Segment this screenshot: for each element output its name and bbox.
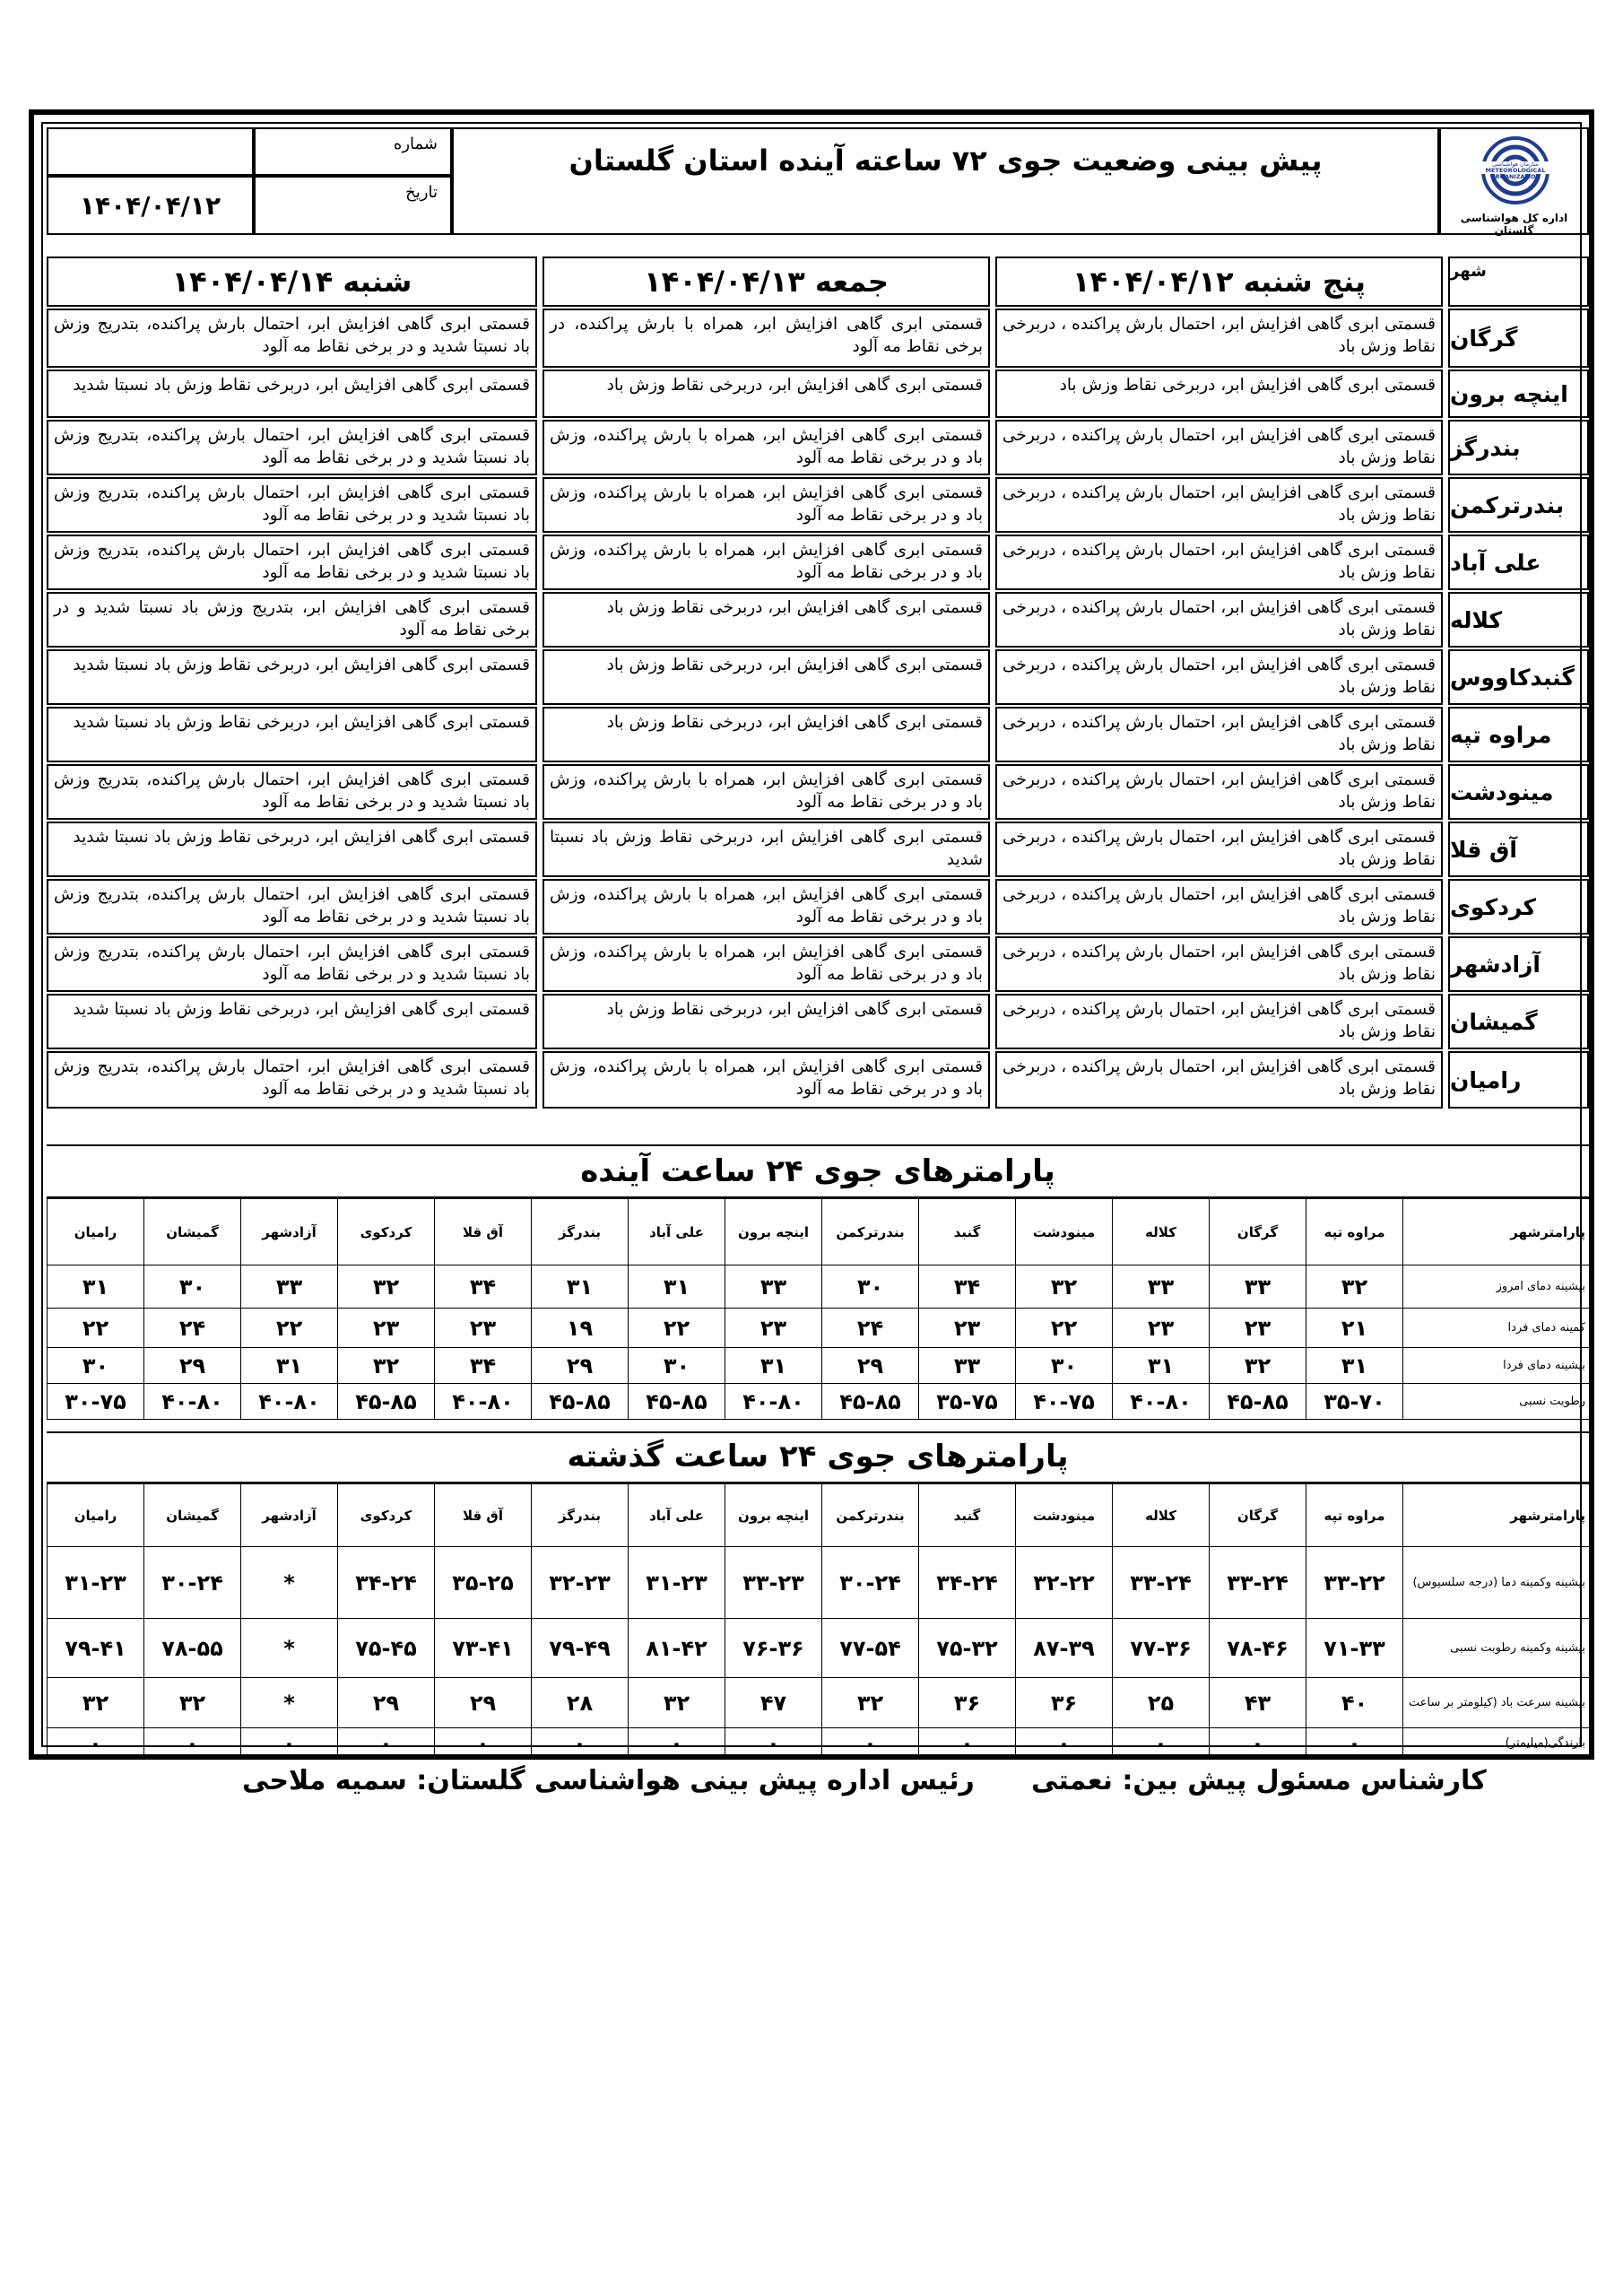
param-value: ۴۵-۸۵ bbox=[338, 1384, 435, 1420]
forecast-day1-text: قسمتی ابری گاهی افزایش ابر، دربرخی نقاط وزش باد bbox=[995, 370, 1443, 418]
past24-table bbox=[47, 1483, 1590, 1759]
number-value-cell bbox=[47, 127, 254, 176]
forecast-day2-text: قسمتی ابری گاهی افزایش ابر، همراه با بارش پراکنده، وزش باد و در برخی نقاط مه آلود bbox=[542, 420, 990, 475]
city-column-header: گنبد bbox=[919, 1484, 1016, 1547]
param-value: ۳۱ bbox=[629, 1265, 725, 1309]
table-row bbox=[48, 1728, 1590, 1759]
param-value: ۲۹ bbox=[435, 1678, 532, 1728]
param-value: ۳۴ bbox=[435, 1265, 532, 1309]
param-value: ۳۱-۲۳ bbox=[48, 1547, 144, 1619]
forecaster-signature: کارشناس مسئول پیش بین: نعمتی bbox=[1031, 1765, 1487, 1796]
city-column-header: اینچه برون bbox=[725, 1199, 822, 1265]
param-value: ۷۷-۳۶ bbox=[1113, 1619, 1210, 1678]
forecast-day1-text: قسمتی ابری گاهی افزایش ابر، احتمال بارش پراکنده ، دربرخی نقاط وزش باد bbox=[995, 477, 1443, 533]
forecast-day3-text: قسمتی ابری گاهی افزایش ابر، دربرخی نقاط وزش باد نسبتا شدید bbox=[47, 649, 537, 705]
param-value: ۲۳ bbox=[1113, 1309, 1210, 1348]
param-label: بیشینه وکمینه دما (درجه سلسیوس) bbox=[1403, 1547, 1590, 1619]
city-name: کلاله bbox=[1448, 592, 1589, 648]
param-value: ۰ bbox=[241, 1728, 338, 1759]
forecast-day2-text: قسمتی ابری گاهی افزایش ابر، دربرخی نقاط وزش باد bbox=[542, 649, 990, 705]
forecast-day1-text: قسمتی ابری گاهی افزایش ابر، احتمال بارش پراکنده ، دربرخی نقاط وزش باد bbox=[995, 936, 1443, 992]
param-value: ۴۵-۸۵ bbox=[1210, 1384, 1306, 1420]
param-value: ۰ bbox=[144, 1728, 241, 1759]
param-value: ۳۴-۲۴ bbox=[338, 1547, 435, 1619]
city-column-header: آق قلا bbox=[435, 1199, 532, 1265]
forecast-day3-text: قسمتی ابری گاهی افزایش ابر، احتمال بارش پراکنده، بتدریج وزش باد نسبتا شدید و در برخی نقاط مه آلود bbox=[47, 535, 537, 590]
next24-title-cell bbox=[47, 1144, 1589, 1198]
param-value: ۲۲ bbox=[241, 1309, 338, 1348]
param-value: ۳۲ bbox=[144, 1678, 241, 1728]
param-value: ۴۰-۸۰ bbox=[1113, 1384, 1210, 1420]
city-name: گنبدکاووس bbox=[1448, 649, 1589, 705]
logo-line-en2: ORGANIZATION bbox=[1490, 173, 1541, 180]
param-value: ۰ bbox=[725, 1728, 822, 1759]
param-value: ۳۱ bbox=[241, 1348, 338, 1384]
forecast-day1-text: قسمتی ابری گاهی افزایش ابر، احتمال بارش پراکنده ، دربرخی نقاط وزش باد bbox=[995, 707, 1443, 762]
city-name: مراوه تپه bbox=[1448, 707, 1589, 762]
param-value: ۳۳-۲۴ bbox=[1113, 1547, 1210, 1619]
forecast-day3-text: قسمتی ابری گاهی افزایش ابر، احتمال بارش پراکنده، بتدریج وزش باد نسبتا شدید و در برخی نقاط مه آلود bbox=[47, 879, 537, 935]
meteorology-emblem-icon bbox=[1466, 135, 1565, 206]
param-value: ۴۰-۸۰ bbox=[435, 1384, 532, 1420]
param-value: ۳۱ bbox=[532, 1265, 629, 1309]
city-column-header: رامیان bbox=[48, 1484, 144, 1547]
city-column-header: مراوه تپه bbox=[1306, 1199, 1403, 1265]
param-value: ۴۰-۸۰ bbox=[725, 1384, 822, 1420]
day-header-3 bbox=[47, 257, 537, 307]
param-value: ۳۵-۷۰ bbox=[1306, 1384, 1403, 1420]
forecast-day2-text: قسمتی ابری گاهی افزایش ابر، همراه با بارش پراکنده، وزش باد و در برخی نقاط مه آلود bbox=[542, 764, 990, 820]
date-value: ۱۴۰۴/۰۴/۱۲ bbox=[79, 190, 221, 221]
forecast-day2-text: قسمتی ابری گاهی افزایش ابر، همراه با بارش پراکنده، وزش باد و در برخی نقاط مه آلود bbox=[542, 879, 990, 935]
table-row bbox=[48, 1348, 1590, 1384]
param-value: ۴۵-۸۵ bbox=[822, 1384, 919, 1420]
param-value: ۰ bbox=[1306, 1728, 1403, 1759]
number-label: شماره bbox=[393, 135, 438, 153]
city-name: گرگان bbox=[1448, 309, 1589, 368]
city-column-header: اینچه برون bbox=[725, 1484, 822, 1547]
logo-caption: اداره کل هواشناسی گلستان bbox=[1460, 212, 1568, 237]
next24-table bbox=[47, 1198, 1590, 1420]
city-column-header: کلاله bbox=[1113, 1199, 1210, 1265]
param-value: ۳۵-۷۵ bbox=[919, 1384, 1016, 1420]
param-value: * bbox=[241, 1619, 338, 1678]
sheet-inner-frame bbox=[41, 122, 1585, 1756]
forecast-day1-text: قسمتی ابری گاهی افزایش ابر، احتمال بارش پراکنده ، دربرخی نقاط وزش باد bbox=[995, 535, 1443, 590]
day-3-label: شنبه ۱۴۰۴/۰۴/۱۴ bbox=[171, 265, 412, 299]
param-value: ۷۳-۴۱ bbox=[435, 1619, 532, 1678]
past24-title-cell bbox=[47, 1431, 1589, 1483]
param-value: ۲۹ bbox=[144, 1348, 241, 1384]
param-label: بیشینه سرعت باد (کیلومتر بر ساعت bbox=[1403, 1678, 1590, 1728]
param-label: بیشینه دمای فردا bbox=[1403, 1348, 1590, 1384]
param-value: ۲۹ bbox=[338, 1678, 435, 1728]
param-value: ۲۳ bbox=[338, 1309, 435, 1348]
forecast-day2-text: قسمتی ابری گاهی افزایش ابر، دربرخی نقاط وزش باد bbox=[542, 994, 990, 1049]
city-column-header: مینودشت bbox=[1016, 1484, 1113, 1547]
city-name: آزادشهر bbox=[1448, 936, 1589, 992]
param-value: ۳۰-۲۴ bbox=[144, 1547, 241, 1619]
param-value: ۲۲ bbox=[48, 1309, 144, 1348]
forecast-day1-text: قسمتی ابری گاهی افزایش ابر، احتمال بارش پراکنده ، دربرخی نقاط وزش باد bbox=[995, 764, 1443, 820]
param-value: ۳۵-۲۵ bbox=[435, 1547, 532, 1619]
forecast-day2-text: قسمتی ابری گاهی افزایش ابر، همراه با بارش پراکنده، وزش باد و در برخی نقاط مه آلود bbox=[542, 535, 990, 590]
param-value: ۳۲ bbox=[48, 1678, 144, 1728]
city-column-header: گرگان bbox=[1210, 1484, 1306, 1547]
past24-title: پارامترهای جوی ۲۴ ساعت گذشته bbox=[567, 1439, 1069, 1474]
param-value: ۳۳-۲۴ bbox=[1210, 1547, 1306, 1619]
param-value: ۰ bbox=[48, 1728, 144, 1759]
city-name: علی آباد bbox=[1448, 535, 1589, 590]
city-name: بندرترکمن bbox=[1448, 477, 1589, 533]
city-column-label: شهر bbox=[1450, 262, 1487, 281]
forecast-day2-text: قسمتی ابری گاهی افزایش ابر، دربرخی نقاط وزش باد نسبتا شدید bbox=[542, 822, 990, 877]
param-value: ۱۹ bbox=[532, 1309, 629, 1348]
city-column-header: علی آباد bbox=[629, 1484, 725, 1547]
city-column-header: کردکوی bbox=[338, 1484, 435, 1547]
forecast-day1-text: قسمتی ابری گاهی افزایش ابر، احتمال بارش پراکنده ، دربرخی نقاط وزش باد bbox=[995, 879, 1443, 935]
param-value: ۳۶ bbox=[1016, 1678, 1113, 1728]
city-column-header: آزادشهر bbox=[241, 1199, 338, 1265]
city-name: بندرگز bbox=[1448, 420, 1589, 475]
param-value: ۰ bbox=[532, 1728, 629, 1759]
param-value: ۳۰-۷۵ bbox=[48, 1384, 144, 1420]
param-value: ۲۳ bbox=[725, 1309, 822, 1348]
param-label: بیشینه وکمینه رطوبت نسبی bbox=[1403, 1619, 1590, 1678]
param-value: ۳۲ bbox=[1306, 1265, 1403, 1309]
table-row bbox=[48, 1619, 1590, 1678]
city-name: اینچه برون bbox=[1448, 370, 1589, 418]
city-column-header bbox=[1448, 257, 1589, 307]
param-value: ۳۲-۲۳ bbox=[532, 1547, 629, 1619]
city-name: گمیشان bbox=[1448, 994, 1589, 1049]
forecast-day3-text: قسمتی ابری گاهی افزایش ابر، دربرخی نقاط وزش باد نسبتا شدید bbox=[47, 370, 537, 418]
param-value: ۷۷-۵۴ bbox=[822, 1619, 919, 1678]
param-label: بیشینه دمای امروز bbox=[1403, 1265, 1590, 1309]
city-column-header: گنبد bbox=[919, 1199, 1016, 1265]
city-column-header: گمیشان bbox=[144, 1484, 241, 1547]
param-value: ۳۰ bbox=[48, 1348, 144, 1384]
forecast-day1-text: قسمتی ابری گاهی افزایش ابر، احتمال بارش پراکنده ، دربرخی نقاط وزش باد bbox=[995, 822, 1443, 877]
city-column-header: مراوه تپه bbox=[1306, 1484, 1403, 1547]
param-value: ۳۳ bbox=[725, 1265, 822, 1309]
param-value: ۳۴-۲۴ bbox=[919, 1547, 1016, 1619]
city-column-header: گمیشان bbox=[144, 1199, 241, 1265]
forecast-sheet bbox=[29, 109, 1594, 1760]
param-value: ۷۱-۳۳ bbox=[1306, 1619, 1403, 1678]
city-column-header: کردکوی bbox=[338, 1199, 435, 1265]
table-row bbox=[48, 1547, 1590, 1619]
param-value: ۳۱ bbox=[725, 1348, 822, 1384]
param-value: ۸۷-۳۹ bbox=[1016, 1619, 1113, 1678]
param-value: ۲۱ bbox=[1306, 1309, 1403, 1348]
param-value: ۳۱ bbox=[1113, 1348, 1210, 1384]
city-column-header: بندرگز bbox=[532, 1199, 629, 1265]
forecast-day1-text: قسمتی ابری گاهی افزایش ابر، احتمال بارش پراکنده ، دربرخی نقاط وزش باد bbox=[995, 309, 1443, 368]
param-value: ۷۹-۴۹ bbox=[532, 1619, 629, 1678]
number-label-cell bbox=[254, 127, 452, 176]
param-value: ۳۳ bbox=[1113, 1265, 1210, 1309]
param-value: ۴۰ bbox=[1306, 1678, 1403, 1728]
param-value: ۳۲ bbox=[1210, 1348, 1306, 1384]
param-label: کمینه دمای فردا bbox=[1403, 1309, 1590, 1348]
city-column-header: بندرگز bbox=[532, 1484, 629, 1547]
city-column-header: آق قلا bbox=[435, 1484, 532, 1547]
param-value: ۳۴ bbox=[919, 1265, 1016, 1309]
param-value: ۰ bbox=[1210, 1728, 1306, 1759]
param-value: ۳۰ bbox=[144, 1265, 241, 1309]
param-value: ۳۳ bbox=[1210, 1265, 1306, 1309]
meteorological-logo bbox=[1466, 135, 1565, 206]
param-value: ۴۵-۸۵ bbox=[532, 1384, 629, 1420]
param-value: ۳۱ bbox=[1306, 1348, 1403, 1384]
param-value: ۳۳-۲۲ bbox=[1306, 1547, 1403, 1619]
city-column-header: بندرترکمن bbox=[822, 1199, 919, 1265]
table-row bbox=[48, 1309, 1590, 1348]
city-column-header: کلاله bbox=[1113, 1484, 1210, 1547]
forecast-day3-text: قسمتی ابری گاهی افزایش ابر، احتمال بارش پراکنده، بتدریج وزش باد نسبتا شدید و در برخی نقاط مه آلود bbox=[47, 309, 537, 368]
forecast-day2-text: قسمتی ابری گاهی افزایش ابر، همراه با بارش پراکنده، وزش باد و در برخی نقاط مه آلود bbox=[542, 936, 990, 992]
param-value: ۳۲ bbox=[338, 1348, 435, 1384]
param-value: ۲۲ bbox=[1016, 1309, 1113, 1348]
forecast-day2-text: قسمتی ابری گاهی افزایش ابر، همراه با بارش پراکنده، وزش باد و در برخی نقاط مه آلود bbox=[542, 477, 990, 533]
param-value: ۴۷ bbox=[725, 1678, 822, 1728]
param-value: ۴۰-۸۰ bbox=[144, 1384, 241, 1420]
forecast-day1-text: قسمتی ابری گاهی افزایش ابر، احتمال بارش پراکنده ، دربرخی نقاط وزش باد bbox=[995, 592, 1443, 648]
city-name: کردکوی bbox=[1448, 879, 1589, 935]
param-value: ۰ bbox=[1016, 1728, 1113, 1759]
param-value: ۷۵-۳۲ bbox=[919, 1619, 1016, 1678]
param-value: ۰ bbox=[629, 1728, 725, 1759]
param-value: ۴۰-۷۵ bbox=[1016, 1384, 1113, 1420]
param-value: ۳۲ bbox=[822, 1678, 919, 1728]
param-value: ۲۳ bbox=[919, 1309, 1016, 1348]
param-value: * bbox=[241, 1547, 338, 1619]
logo-line-fa: سازمان هواشناسی bbox=[1492, 161, 1539, 168]
forecast-day1-text: قسمتی ابری گاهی افزایش ابر، احتمال بارش پراکنده ، دربرخی نقاط وزش باد bbox=[995, 994, 1443, 1049]
param-value: ۳۴ bbox=[435, 1348, 532, 1384]
param-value: ۳۲ bbox=[1016, 1265, 1113, 1309]
forecast-day3-text: قسمتی ابری گاهی افزایش ابر، دربرخی نقاط وزش باد نسبتا شدید bbox=[47, 822, 537, 877]
city-name: رامیان bbox=[1448, 1051, 1589, 1109]
title-cell bbox=[452, 127, 1439, 235]
city-column-header: رامیان bbox=[48, 1199, 144, 1265]
param-value: ۳۰ bbox=[822, 1265, 919, 1309]
forecast-day3-text: قسمتی ابری گاهی افزایش ابر، احتمال بارش پراکنده، بتدریج وزش باد نسبتا شدید و در برخی نقاط مه آلود bbox=[47, 420, 537, 475]
forecast-day3-text: قسمتی ابری گاهی افزایش ابر، دربرخی نقاط وزش باد نسبتا شدید bbox=[47, 707, 537, 762]
forecast-day2-text: قسمتی ابری گاهی افزایش ابر، همراه با بارش پراکنده، در برخی نقاط مه آلود bbox=[542, 309, 990, 368]
param-value: ۷۸-۴۶ bbox=[1210, 1619, 1306, 1678]
table-row bbox=[48, 1384, 1590, 1420]
param-value: ۳۲ bbox=[629, 1678, 725, 1728]
forecast-day2-text: قسمتی ابری گاهی افزایش ابر، دربرخی نقاط وزش باد bbox=[542, 592, 990, 648]
param-value: ۷۵-۴۵ bbox=[338, 1619, 435, 1678]
next24-title: پارامترهای جوی ۲۴ ساعت آینده bbox=[580, 1153, 1055, 1189]
param-value: ۳۱ bbox=[48, 1265, 144, 1309]
param-header: پارامترشهر bbox=[1403, 1199, 1590, 1265]
param-value: ۸۱-۴۲ bbox=[629, 1619, 725, 1678]
day-2-label: جمعه ۱۴۰۴/۰۴/۱۳ bbox=[644, 265, 889, 299]
city-name: مینودشت bbox=[1448, 764, 1589, 820]
forecast-day3-text: قسمتی ابری گاهی افزایش ابر، دربرخی نقاط وزش باد نسبتا شدید bbox=[47, 994, 537, 1049]
param-label: رطوبت نسبی bbox=[1403, 1384, 1590, 1420]
date-label: تاریخ bbox=[405, 183, 438, 202]
param-value: ۰ bbox=[919, 1728, 1016, 1759]
forecast-day1-text: قسمتی ابری گاهی افزایش ابر، احتمال بارش پراکنده ، دربرخی نقاط وزش باد bbox=[995, 420, 1443, 475]
param-value: ۲۹ bbox=[822, 1348, 919, 1384]
param-value: ۷۹-۴۱ bbox=[48, 1619, 144, 1678]
forecast-day1-text: قسمتی ابری گاهی افزایش ابر، احتمال بارش پراکنده ، دربرخی نقاط وزش باد bbox=[995, 649, 1443, 705]
day-header-2 bbox=[542, 257, 990, 307]
param-value: ۴۰-۸۰ bbox=[241, 1384, 338, 1420]
param-value: ۳۳-۲۳ bbox=[725, 1547, 822, 1619]
forecast-day3-text: قسمتی ابری گاهی افزایش ابر، احتمال بارش پراکنده، بتدریج وزش باد نسبتا شدید و در برخی نقاط مه آلود bbox=[47, 936, 537, 992]
logo-cell bbox=[1439, 127, 1589, 235]
param-value: ۳۲-۲۲ bbox=[1016, 1547, 1113, 1619]
param-value: ۲۲ bbox=[629, 1309, 725, 1348]
forecast-day3-text: قسمتی ابری گاهی افزایش ابر، احتمال بارش پراکنده، بتدریج وزش باد نسبتا شدید و در برخی نقاط مه آلود bbox=[47, 477, 537, 533]
forecast-day3-text: قسمتی ابری گاهی افزایش ابر، احتمال بارش پراکنده، بتدریج وزش باد نسبتا شدید و در برخی نقاط مه آلود bbox=[47, 1051, 537, 1109]
forecast-day3-text: قسمتی ابری گاهی افزایش ابر، بتدریج وزش باد نسبتا شدید و در برخی نقاط مه آلود bbox=[47, 592, 537, 648]
param-value: ۷۸-۵۵ bbox=[144, 1619, 241, 1678]
param-value: ۳۱-۲۳ bbox=[629, 1547, 725, 1619]
forecast-day1-text: قسمتی ابری گاهی افزایش ابر، احتمال بارش پراکنده ، دربرخی نقاط وزش باد bbox=[995, 1051, 1443, 1109]
forecast-day2-text: قسمتی ابری گاهی افزایش ابر، همراه با بارش پراکنده، وزش باد و در برخی نقاط مه آلود bbox=[542, 1051, 990, 1109]
param-value: ۲۸ bbox=[532, 1678, 629, 1728]
city-column-header: آزادشهر bbox=[241, 1484, 338, 1547]
head-signature: رئیس اداره پیش بینی هواشناسی گلستان: سمیه ملاحی bbox=[242, 1765, 975, 1796]
param-value: ۰ bbox=[822, 1728, 919, 1759]
param-value: ۰ bbox=[1113, 1728, 1210, 1759]
param-value: ۷۶-۳۶ bbox=[725, 1619, 822, 1678]
param-value: ۲۳ bbox=[435, 1309, 532, 1348]
day-header-1 bbox=[995, 257, 1443, 307]
date-label-cell bbox=[254, 176, 452, 235]
forecast-day3-text: قسمتی ابری گاهی افزایش ابر، احتمال بارش پراکنده، بتدریج وزش باد نسبتا شدید و در برخی نقاط مه آلود bbox=[47, 764, 537, 820]
forecast-day2-text: قسمتی ابری گاهی افزایش ابر، دربرخی نقاط وزش باد bbox=[542, 707, 990, 762]
date-value-cell bbox=[47, 176, 254, 235]
param-value: ۳۳ bbox=[241, 1265, 338, 1309]
param-value: ۳۳ bbox=[919, 1348, 1016, 1384]
table-row bbox=[48, 1678, 1590, 1728]
param-value: ۳۰ bbox=[629, 1348, 725, 1384]
param-value: ۳۲ bbox=[338, 1265, 435, 1309]
param-value: ۳۰ bbox=[1016, 1348, 1113, 1384]
city-column-header: گرگان bbox=[1210, 1199, 1306, 1265]
param-value: ۰ bbox=[338, 1728, 435, 1759]
param-value: ۳۰-۲۴ bbox=[822, 1547, 919, 1619]
param-value: ۴۳ bbox=[1210, 1678, 1306, 1728]
logo-line-en1: METEOROLOGICAL bbox=[1485, 167, 1546, 174]
param-value: ۳۶ bbox=[919, 1678, 1016, 1728]
param-label: بارندگی(میلیمتر) bbox=[1403, 1728, 1590, 1759]
city-column-header: علی آباد bbox=[629, 1199, 725, 1265]
param-value: * bbox=[241, 1678, 338, 1728]
param-value: ۲۵ bbox=[1113, 1678, 1210, 1728]
city-name: آق قلا bbox=[1448, 822, 1589, 877]
param-value: ۲۴ bbox=[822, 1309, 919, 1348]
param-value: ۲۳ bbox=[1210, 1309, 1306, 1348]
city-column-header: مینودشت bbox=[1016, 1199, 1113, 1265]
day-1-label: پنج شنبه ۱۴۰۴/۰۴/۱۲ bbox=[1072, 265, 1367, 299]
page-title: پیش بینی وضعیت جوی ۷۲ ساعته آینده استان گلستان bbox=[568, 144, 1323, 178]
forecast-day2-text: قسمتی ابری گاهی افزایش ابر، دربرخی نقاط وزش باد bbox=[542, 370, 990, 418]
table-row bbox=[48, 1265, 1590, 1309]
param-value: ۲۹ bbox=[532, 1348, 629, 1384]
param-value: ۴۵-۸۵ bbox=[629, 1384, 725, 1420]
param-header: پارامترشهر bbox=[1403, 1484, 1590, 1547]
param-value: ۲۴ bbox=[144, 1309, 241, 1348]
city-column-header: بندرترکمن bbox=[822, 1484, 919, 1547]
param-value: ۰ bbox=[435, 1728, 532, 1759]
